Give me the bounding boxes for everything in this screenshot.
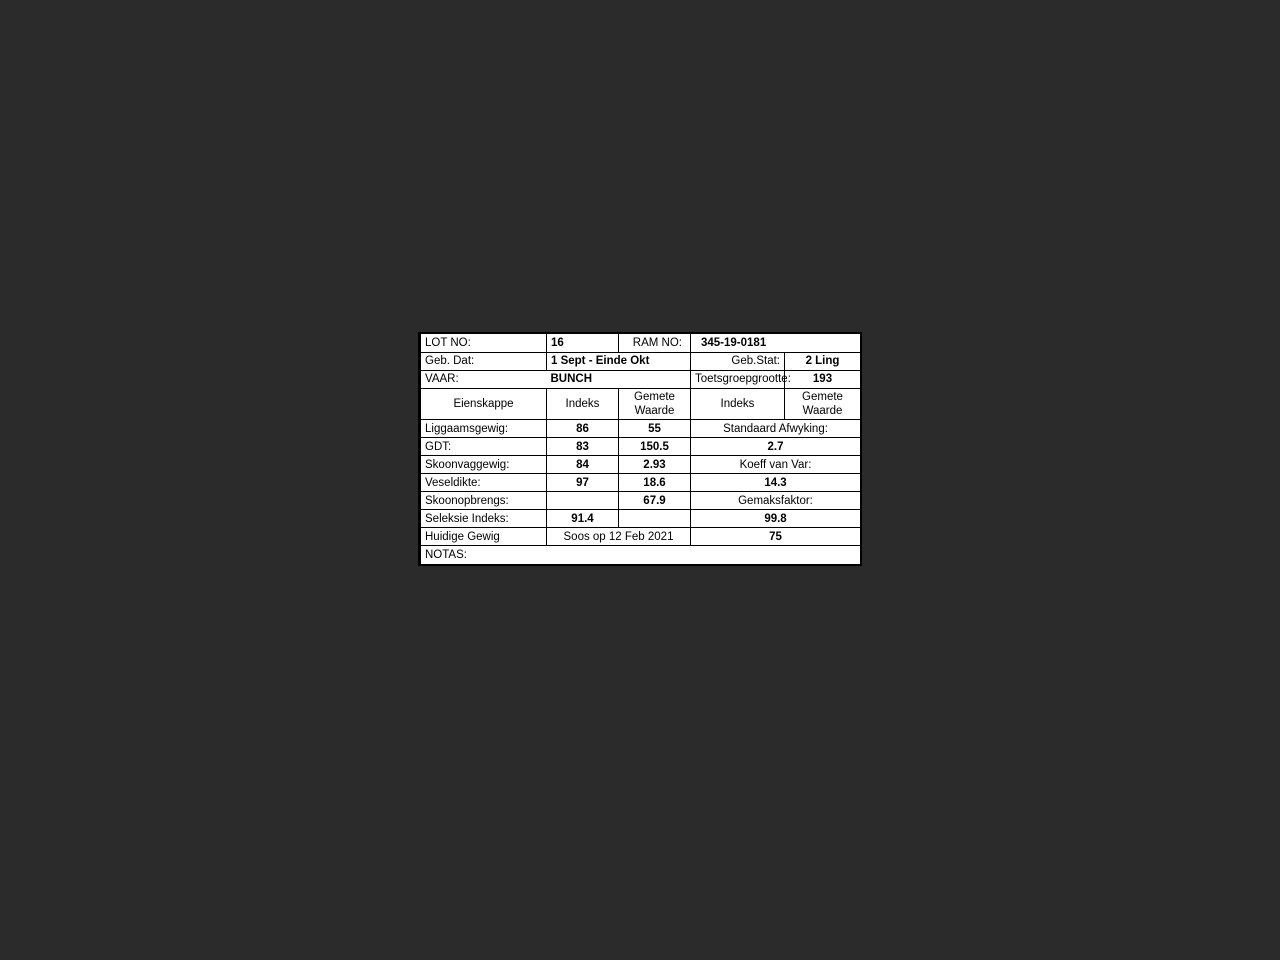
trait-gemete: 2.93 xyxy=(619,456,691,474)
stat-label: Koeff van Var: xyxy=(691,456,861,474)
geb-stat-label: Geb.Stat: xyxy=(691,352,785,370)
ram-data-table xyxy=(420,334,861,564)
trait-label: Skoonopbrengs: xyxy=(421,492,547,510)
table-row xyxy=(421,420,861,438)
trait-label: Liggaamsgewig: xyxy=(421,420,547,438)
stat-value: 99.8 xyxy=(691,510,861,528)
row-huidige-gewig xyxy=(421,528,861,546)
header-indeks-1: Indeks xyxy=(547,388,619,420)
trait-gemete: 150.5 xyxy=(619,438,691,456)
lot-no-value: 16 xyxy=(547,334,619,352)
table-row xyxy=(421,492,861,510)
ram-info-card xyxy=(418,332,862,566)
huidige-gewig-value: 75 xyxy=(691,528,861,546)
trait-label: Seleksie Indeks: xyxy=(421,510,547,528)
geb-dat-value: 1 Sept - Einde Okt xyxy=(547,352,691,370)
trait-label: Veseldikte: xyxy=(421,474,547,492)
trait-indeks: 84 xyxy=(547,456,619,474)
header-gemete-waarde-2: Gemete Waarde xyxy=(785,388,861,420)
trait-gemete: 55 xyxy=(619,420,691,438)
trait-gemete: 67.9 xyxy=(619,492,691,510)
table-row xyxy=(421,438,861,456)
trait-indeks: 97 xyxy=(547,474,619,492)
stat-value: 14.3 xyxy=(691,474,861,492)
header-eienskappe: Eienskappe xyxy=(421,388,547,420)
huidige-gewig-label: Huidige Gewig xyxy=(421,528,547,546)
header-gemete-waarde-1: Gemete Waarde xyxy=(619,388,691,420)
table-row xyxy=(421,474,861,492)
header-indeks-2: Indeks xyxy=(691,388,785,420)
geb-dat-label: Geb. Dat: xyxy=(421,352,547,370)
ram-no-label: RAM NO: xyxy=(619,334,691,352)
table-header-row xyxy=(421,388,861,420)
stat-value: 2.7 xyxy=(691,438,861,456)
trait-label: GDT: xyxy=(421,438,547,456)
vaar-label: VAAR: xyxy=(421,370,547,388)
row-vaar-toetsgroep xyxy=(421,370,861,388)
huidige-gewig-date: Soos op 12 Feb 2021 xyxy=(547,528,691,546)
toetsgroepgrootte-label: Toetsgroepgrootte: xyxy=(691,370,785,388)
row-notas xyxy=(421,546,861,564)
trait-gemete: 18.6 xyxy=(619,474,691,492)
trait-gemete xyxy=(619,510,691,528)
trait-label: Skoonvaggewig: xyxy=(421,456,547,474)
geb-stat-value: 2 Ling xyxy=(785,352,861,370)
trait-indeks xyxy=(547,492,619,510)
table-row xyxy=(421,510,861,528)
stat-label: Standaard Afwyking: xyxy=(691,420,861,438)
trait-indeks: 83 xyxy=(547,438,619,456)
row-geb-dat-stat xyxy=(421,352,861,370)
ram-no-value: 345-19-0181 xyxy=(691,334,861,352)
notas-label: NOTAS: xyxy=(421,546,861,564)
vaar-value: BUNCH xyxy=(547,370,691,388)
trait-indeks: 91.4 xyxy=(547,510,619,528)
table-row xyxy=(421,456,861,474)
lot-no-label: LOT NO: xyxy=(421,334,547,352)
trait-indeks: 86 xyxy=(547,420,619,438)
toetsgroepgrootte-value: 193 xyxy=(785,370,861,388)
row-lot-ram xyxy=(421,334,861,352)
stat-label: Gemaksfaktor: xyxy=(691,492,861,510)
